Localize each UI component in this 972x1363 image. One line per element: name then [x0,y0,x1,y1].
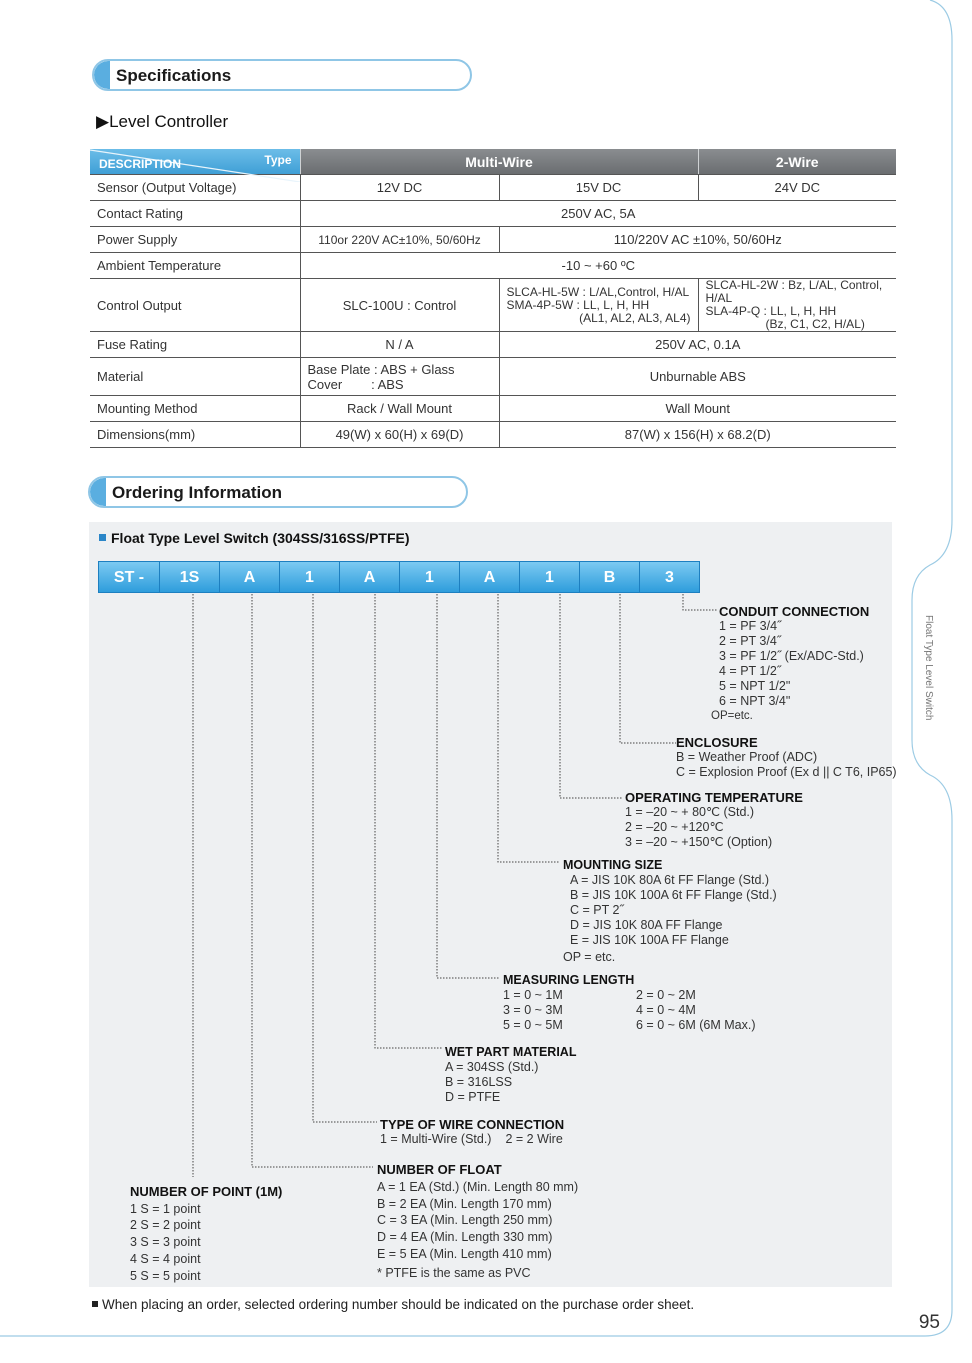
option: 2 = 2 Wire [505,1132,563,1146]
code-cell-temperature: 1 [520,561,580,593]
option: 1 = PF 3/4˝ [719,619,782,633]
measuring-length-block [503,973,755,1033]
leader-conduit [683,594,718,610]
row-label: Dimensions(mm) [90,422,300,448]
side-tab [923,615,943,735]
wire-connection-block [380,1117,564,1147]
row-label: Ambient Temperature [90,253,300,279]
option: B = 316LSS [445,1075,513,1089]
row-label: Material [90,358,300,396]
code-cell-prefix: ST - [98,561,160,593]
cell: Unburnable ABS [499,358,896,396]
number-of-float-block [377,1162,578,1282]
row-label: Sensor (Output Voltage) [90,175,300,201]
footer-note-text: When placing an order, selected ordering number should be indicated on the purchase order sheet. [102,1297,695,1312]
enclosure-block [676,735,897,780]
operating-temperature-block [625,790,803,850]
option: E = 5 EA (Min. Length 410 mm) [377,1246,552,1261]
row-label: Mounting Method [90,396,300,422]
option: 5 S = 5 point [130,1268,201,1283]
option: 4 = 0 ~ 4M [636,1003,696,1017]
leader-temperature [560,594,622,798]
option: 4 = PT 1/2˝ [719,664,781,678]
option: D = 4 EA (Min. Length 330 mm) [377,1230,553,1245]
square-bullet-icon [92,1301,98,1307]
option: C = 3 EA (Min. Length 250 mm) [377,1213,553,1228]
block-title: OPERATING TEMPERATURE [625,790,803,805]
cell: 110or 220V AC±10%, 50/60Hz [300,227,499,253]
cell: 110/220V AC ±10%, 50/60Hz [499,227,896,253]
code-cell-length: 1 [400,561,460,593]
cell: 49(W) x 60(H) x 69(D) [300,422,499,448]
option: 1 = Multi-Wire (Std.) [380,1132,492,1146]
cell-line: SLCA-HL-2W : Bz, L/AL, Control, H/AL [705,278,883,305]
cell-line: (AL1, AL2, AL3, AL4) [579,310,691,325]
option: B = Weather Proof (ADC) [676,750,818,764]
section-title: Specifications [116,66,232,85]
option: 3 = PF 1/2˝ (Ex/ADC-Std.) [719,649,864,663]
option: 3 = –20 ~ +150℃ (Option) [625,835,773,849]
option-row [380,1132,564,1147]
cell-line: (Bz, C1, C2, H/AL) [765,317,865,331]
cell-line: SLA-4P-Q : LL, L, H, HH [705,304,837,318]
option-row [503,1018,755,1033]
option: 2 = –20 ~ +120℃ [625,820,724,834]
mounting-size-block [563,858,777,965]
code-cell-mounting: A [460,561,520,593]
option: 6 = 0 ~ 6M (6M Max.) [636,1018,756,1032]
row-label: Contact Rating [90,201,300,227]
cell: -10 ~ +60 ºC [300,253,896,279]
cell-line: Cover : ABS [307,376,404,392]
block-title: ENCLOSURE [676,735,758,750]
option: 1 S = 1 point [130,1201,201,1216]
code-cell-float: A [220,561,280,593]
cell: 87(W) x 156(H) x 68.2(D) [499,422,896,448]
option: B = 2 EA (Min. Length 170 mm) [377,1196,552,1211]
option-note: * PTFE is the same as PVC [377,1265,531,1280]
option: A = 1 EA (Std.) (Min. Length 80 mm) [377,1179,579,1194]
code-cell-wet-part: A [340,561,400,593]
option: 1 = 0 ~ 1M [503,988,563,1002]
block-title: WET PART MATERIAL [445,1045,577,1059]
cell: N / A [300,332,499,358]
option: 2 S = 2 point [130,1218,201,1233]
option: D = JIS 10K 80A FF Flange [570,918,723,932]
row-label: Power Supply [90,227,300,253]
block-title: NUMBER OF FLOAT [377,1162,502,1177]
option: 2 = 0 ~ 2M [636,988,696,1002]
block-title: MOUNTING SIZE [563,858,663,872]
option-note: OP=etc. [711,710,753,722]
option: E = JIS 10K 100A FF Flange [570,933,729,947]
block-title: NUMBER OF POINT (1M) [130,1184,283,1199]
option: A = JIS 10K 80A 6t FF Flange (Std.) [570,873,770,887]
option: 1 = –20 ~ + 80℃ (Std.) [625,805,755,819]
option: 3 = 0 ~ 3M [503,1003,563,1017]
leader-wire [313,594,377,1122]
cell: 250V AC, 0.1A [499,332,896,358]
code-cell-points: 1S [160,561,220,593]
page-number: 95 [918,1312,940,1333]
option: 5 = 0 ~ 5M [503,1018,563,1032]
leader-enclosure [620,594,676,743]
number-of-point-block [130,1184,282,1284]
header-2-wire: 2-Wire [698,149,896,175]
row-label: Fuse Rating [90,332,300,358]
side-tab-label: Float Type Level Switch [923,615,934,721]
code-cell-conduit: 3 [640,561,700,593]
option: D = PTFE [445,1090,501,1104]
cell: 15V DC [499,175,698,201]
option: 4 S = 4 point [130,1251,201,1266]
cell-line: SMA-4P-5W : LL, L, H, HH [506,297,650,312]
block-title: CONDUIT CONNECTION [719,604,870,619]
cell: Rack / Wall Mount [300,396,499,422]
wet-part-material-block [445,1045,576,1105]
cell: 12V DC [300,175,499,201]
leader-length [437,594,500,978]
panel-title-text: Float Type Level Switch (304SS/316SS/PTFE) [111,530,410,546]
block-title: TYPE OF WIRE CONNECTION [380,1117,565,1132]
section-title: Ordering Information [112,483,282,502]
option-row [503,988,755,1003]
cell: SLC-100U : Control [300,279,499,332]
subheading-text: Level Controller [109,112,229,131]
header-multi-wire: Multi-Wire [300,149,698,175]
cell: 250V AC, 5A [300,201,896,227]
block-title: MEASURING LENGTH [503,973,635,987]
option-row [503,1003,755,1018]
option-note: OP = etc. [563,950,616,964]
conduit-connection-block [711,604,870,724]
option: C = Explosion Proof (Ex d || C T6, IP65) [676,765,897,779]
header-description-label: DESCRIPTION [99,157,182,171]
row-label: Control Output [90,279,300,332]
option: C = PT 2˝ [570,903,624,917]
option: A = 304SS (Std.) [445,1060,539,1074]
leader-wet-part [375,594,442,1048]
option: 3 S = 3 point [130,1235,201,1250]
cell-line: SLCA-HL-5W : L/AL,Control, H/AL [506,284,690,299]
cell: 24V DC [698,175,896,201]
cell: Wall Mount [499,396,896,422]
option: 2 = PT 3/4˝ [719,634,781,648]
footer-note [92,1297,694,1312]
leader-mounting [498,594,560,862]
option: 6 = NPT 3/4" [719,694,791,708]
code-cell-enclosure: B [580,561,640,593]
cell-line: Base Plate : ABS + Glass [307,361,455,377]
triangle-right-icon: ▶ [96,112,110,131]
option: 5 = NPT 1/2" [719,679,791,693]
header-type-label: Type [264,153,292,167]
code-cell-wire: 1 [280,561,340,593]
option: B = JIS 10K 100A 6t FF Flange (Std.) [570,888,777,902]
